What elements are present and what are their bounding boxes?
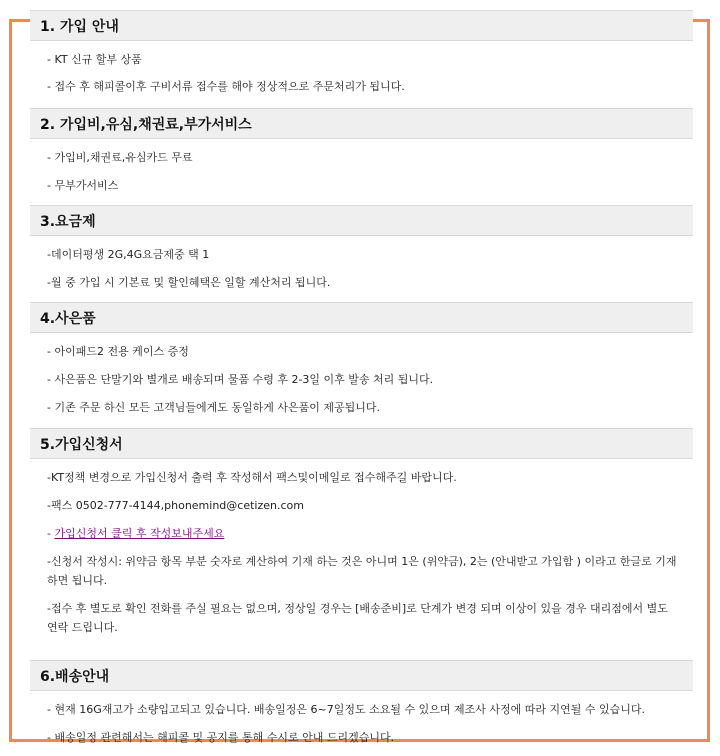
list-item: - 현재 16G재고가 소량입고되고 있습니다. 배송일정은 6~7일정도 소요될 수 있으며 제조사 사정에 따라 지연될 수 있습니다. bbox=[47, 703, 645, 716]
list-item: -월 중 가입 시 기본료 및 할인혜택은 일할 계산처리 됩니다. bbox=[47, 276, 331, 289]
section-title: 3.요금제 bbox=[30, 205, 693, 236]
application-form-link[interactable]: 가입신청서 클릭 후 작성보내주세요 bbox=[54, 527, 225, 540]
section-title: 2. 가입비,유심,채권료,부가서비스 bbox=[30, 108, 693, 139]
section-application-form bbox=[30, 428, 693, 650]
section-signup-guide bbox=[30, 10, 693, 103]
link-prefix: - bbox=[47, 527, 55, 540]
list-item: -신청서 작성시: 위약금 항목 부분 숫자로 계산하여 기재 하는 것은 아니며 1은 (위약금), 2는 (안내받고 가입함 ) 이라고 한글로 기재 하면 됩니다. bbox=[47, 555, 677, 587]
section-rate-plan bbox=[30, 205, 693, 302]
section-title: 5.가입신청서 bbox=[30, 428, 693, 459]
section-title: 4.사은품 bbox=[30, 302, 693, 333]
list-item: - 사은품은 단말기와 별개로 배송되며 물품 수령 후 2-3일 이후 발송 처리 됩니다. bbox=[47, 373, 434, 386]
list-item: -접수 후 별도로 확인 전화를 주실 필요는 없으며, 정상일 경우는 [배송준비]로 단계가 변경 되며 이상이 있을 경우 대리점에서 별도 연락 드립니다. bbox=[47, 602, 668, 634]
section-gifts bbox=[30, 302, 693, 428]
section-title: 1. 가입 안내 bbox=[30, 10, 693, 41]
list-item: -팩스 0502-777-4144,phonemind@cetizen.com bbox=[47, 499, 304, 512]
list-item: - 아이패드2 전용 케이스 증정 bbox=[47, 345, 189, 358]
list-item: - 기존 주문 하신 모든 고객님들에게도 동일하게 사은품이 제공됩니다. bbox=[47, 401, 380, 414]
list-item: -KT정책 변경으로 가입신청서 출력 후 작성해서 팩스및이메일로 접수해주길 바랍니다. bbox=[47, 471, 457, 484]
list-item: - 배송일정 관련해서는 해피콜 및 공지를 통해 수시로 안내 드리겠습니다. bbox=[47, 731, 395, 744]
list-item: - KT 신규 할부 상품 bbox=[47, 53, 142, 66]
section-title: 6.배송안내 bbox=[30, 660, 693, 691]
list-item: - 접수 후 해피콜이후 구비서류 접수를 해야 정상적으로 주문처리가 됩니다. bbox=[47, 80, 405, 93]
section-fees-services bbox=[30, 108, 693, 205]
signup-info-panel bbox=[30, 10, 693, 756]
list-item-link bbox=[47, 524, 693, 543]
list-item: -데이터평생 2G,4G요금제중 택 1 bbox=[47, 248, 210, 261]
list-item: - 가입비,채권료,유심카드 무료 bbox=[47, 151, 193, 164]
list-item: - 무부가서비스 bbox=[47, 179, 119, 192]
section-shipping bbox=[30, 660, 693, 756]
